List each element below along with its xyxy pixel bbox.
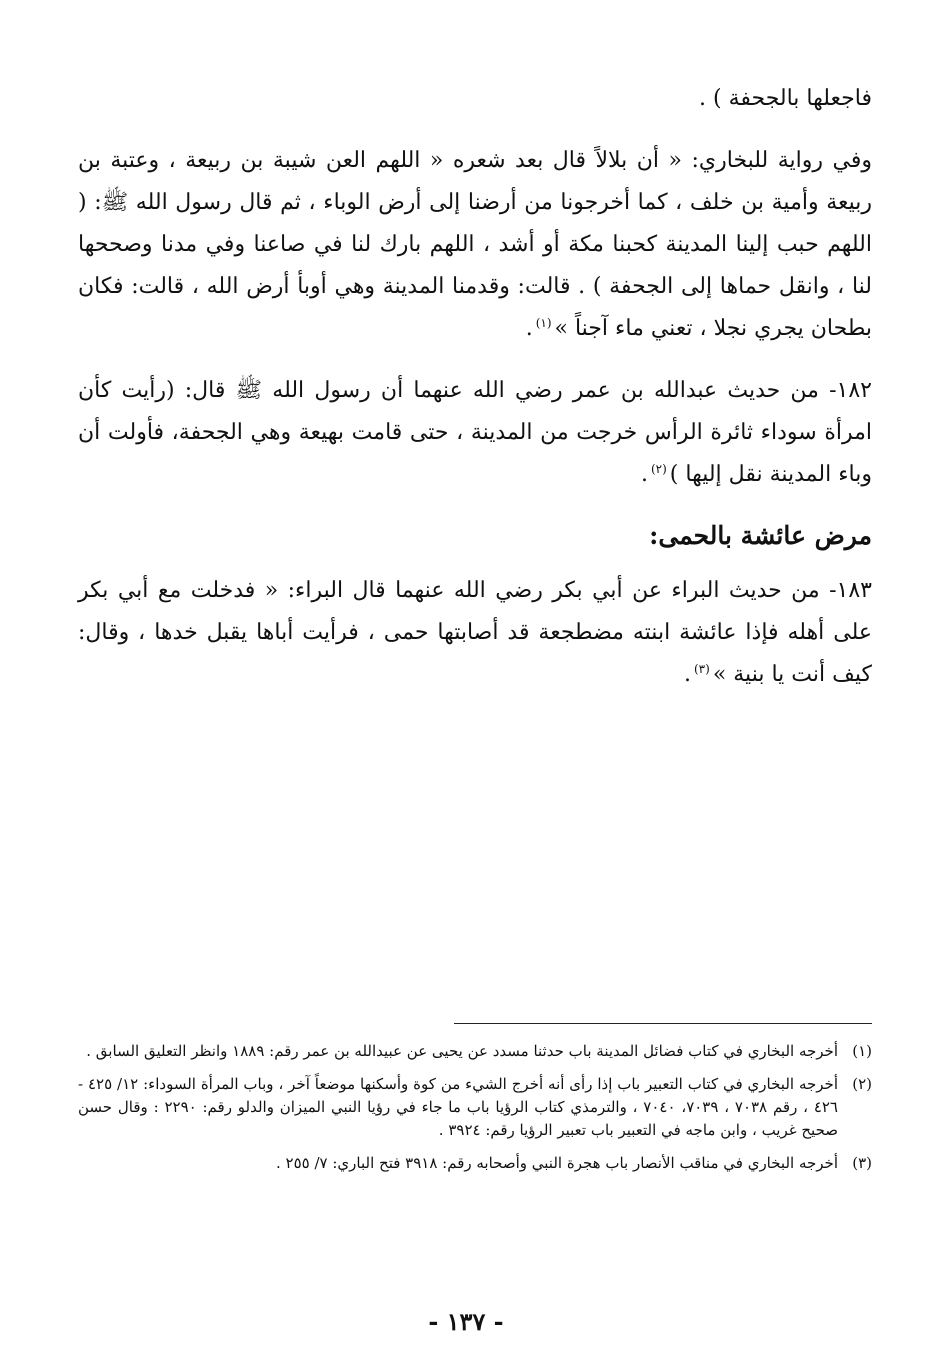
page (78, 70, 872, 1324)
footnote-number: (٣) (852, 1154, 872, 1172)
paragraph-continuation (78, 78, 872, 120)
footnote-text: أخرجه البخاري في كتاب التعبير باب إذا رأى أنه أخرج الشيء من كوة وأسكنها موضعاً آخر ، وباب المرأة السوداء: ١٢/ ٤٢٥ - ٤٢٦ ، رقم ٧٠٣٨ ، ٧٠٣٩، ٧٠٤٠ ، والترمذي كتاب الرؤيا باب ما جاء في رؤيا النبي الميزان والدلو رقم: ٢٢٩٠ : وقال حسن صحيح غريب ، وابن ماجه في التعبير باب تعبير الرؤيا رقم: ٣٩٢٤ . (78, 1075, 838, 1139)
paragraph-hadith-183 (78, 570, 872, 696)
footnote-text: أخرجه البخاري في مناقب الأنصار باب هجرة النبي وأصحابه رقم: ٣٩١٨ فتح الباري: ٧/ ٢٥٥ . (276, 1154, 838, 1172)
paragraph-continuation-text: فاجعلها بالجحفة ) . (699, 86, 872, 111)
footnote-3 (78, 1152, 872, 1175)
footnote-ref-3: (٣) (693, 661, 710, 676)
paragraph-bukhari-narration (78, 140, 872, 350)
footnote-ref-2: (٢) (650, 461, 667, 476)
footnote-1 (78, 1040, 872, 1063)
section-heading: مرض عائشة بالحمى: (649, 521, 872, 550)
footnote-2 (78, 1073, 872, 1142)
main-text (78, 78, 872, 696)
footnote-ref-1: (١) (535, 315, 552, 330)
footnote-number: (١) (852, 1042, 872, 1060)
footnotes-section (78, 1015, 872, 1175)
footnote-text: أخرجه البخاري في كتاب فضائل المدينة باب حدثنا مسدد عن يحيى عن عبيدالله بن عمر رقم: ١٨٨٩ وانظر التعليق السابق . (86, 1042, 838, 1060)
footnote-divider (454, 1023, 872, 1024)
paragraph-end-mark: . (683, 662, 691, 687)
paragraph-hadith-182 (78, 370, 872, 496)
paragraph-hadith-183-text: ١٨٣- من حديث البراء عن أبي بكر رضي الله عنهما قال البراء: « فدخلت مع أبي بكر على أهله فإذا عائشة ابنته مضطجعة قد أصابتها حمى ، فرأيت أباها يقبل خدها ، وقال: كيف أنت يا بنية » (78, 578, 872, 687)
paragraph-hadith-182-text: ١٨٢- من حديث عبدالله بن عمر رضي الله عنهما أن رسول الله ﷺ قال: (رأيت كأن امرأة سوداء ثائرة الرأس خرجت من المدينة ، حتى قامت بهيعة وهي الجحفة، فأولت أن وباء المدينة نقل إليها ) (78, 378, 872, 487)
paragraph-end-mark: . (525, 316, 533, 341)
page-number: - ١٣٧ - (428, 1307, 504, 1336)
paragraph-end-mark: . (640, 462, 648, 487)
paragraph-bukhari-narration-text: وفي رواية للبخاري: « أن بلالاً قال بعد شعره « اللهم العن شيبة بن ربيعة ، وعتبة بن ربيعة وأمية بن خلف ، كما أخرجونا من أرضنا إلى أرض الوباء ، ثم قال رسول الله ﷺ: ( اللهم حبب إلينا المدينة كحبنا مكة أو أشد ، اللهم بارك لنا في صاعنا وفي مدنا وصححها لنا ، وانقل حماها إلى الجحفة ) . قالت: وقدمنا المدينة وهي أوبأ أرض الله ، قالت: فكان بطحان يجري نجلا ، تعني ماء آجناً » (78, 148, 872, 341)
footnote-number: (٢) (852, 1075, 872, 1093)
